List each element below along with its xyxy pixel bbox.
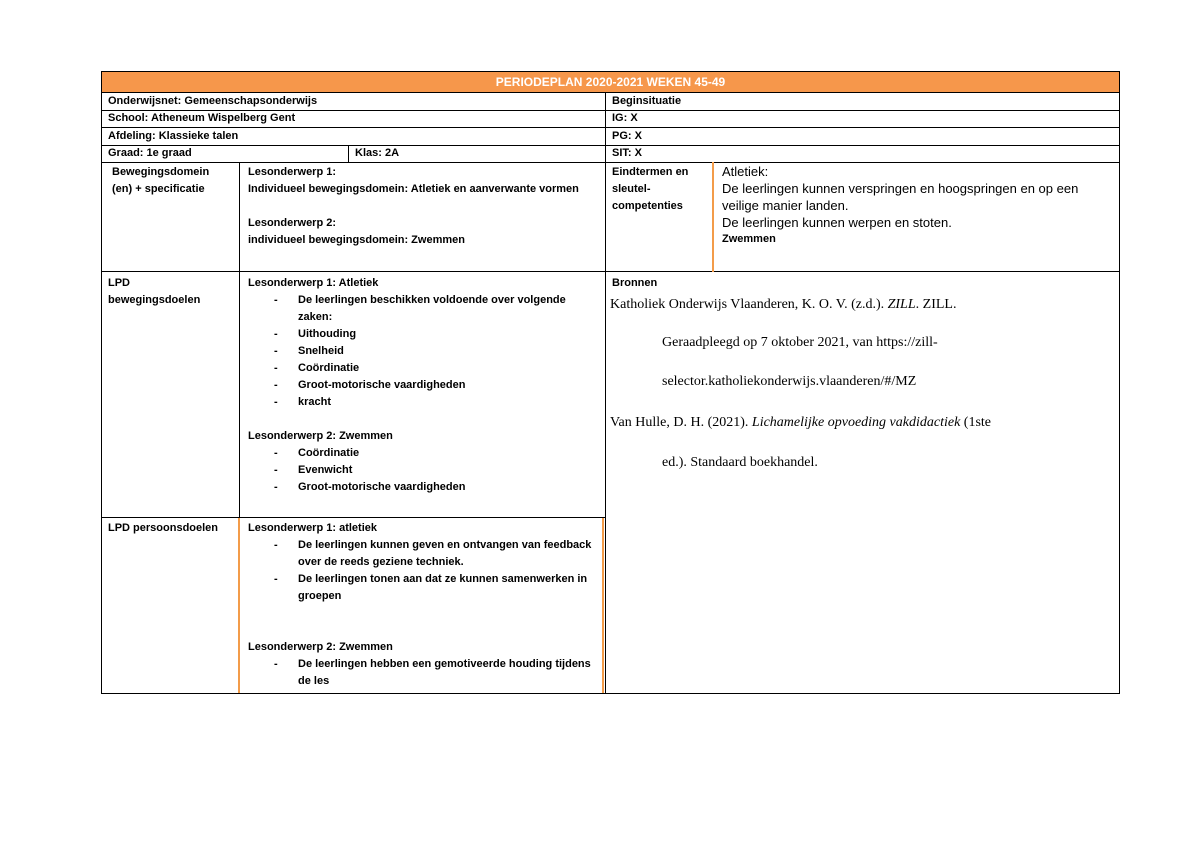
eindtermen-heading: Atletiek:: [722, 164, 769, 179]
list-item: - Evenwicht: [248, 462, 593, 479]
eindtermen-line2: De leerlingen kunnen werpen en stoten.: [722, 215, 952, 230]
reference-1: Katholiek Onderwijs Vlaanderen, K. O. V. (z.d.). ZILL. ZILL.: [610, 297, 957, 312]
bewegingsdomein-label: Bewegingsdomein (en) + specificatie: [112, 166, 210, 195]
eindtermen-line1: De leerlingen kunnen verspringen en hoogspringen en op een veilige manier landen.: [722, 181, 1079, 213]
list-item: - Groot-motorische vaardigheden: [248, 377, 593, 394]
pg-label: PG: X: [612, 130, 642, 142]
persoon-les2-title: Lesonderwerp 2: Zwemmen: [248, 641, 393, 653]
list-item: - De leerlingen beschikken voldoende over volgende zaken:: [248, 292, 593, 326]
eindtermen-content: [722, 163, 1112, 248]
page-title: PERIODEPLAN 2020-2021 WEKEN 45-49: [102, 72, 1119, 92]
list-item: - Coördinatie: [248, 445, 593, 462]
list-item: - kracht: [248, 394, 593, 411]
sit-label: SIT: X: [612, 147, 642, 159]
lesonderwerp1-title: Lesonderwerp 1:: [248, 166, 337, 178]
lpd-les1-title: Lesonderwerp 1: Atletiek: [248, 277, 379, 289]
bewegingsdomein-content: [248, 164, 598, 249]
lpd-persoonsdoelen-content: [248, 520, 593, 690]
bronnen-label: Bronnen: [612, 277, 658, 289]
eindtermen-zwemmen: Zwemmen: [722, 233, 776, 245]
list-item: - Snelheid: [248, 343, 593, 360]
school-label: School: Atheneum Wispelberg Gent: [108, 112, 296, 124]
klas-label: Klas: 2A: [355, 147, 400, 159]
onderwijsnet-label: Onderwijsnet: Gemeenschapsonderwijs: [108, 95, 318, 107]
afdeling-label: Afdeling: Klassieke talen: [108, 130, 239, 142]
list-item: - De leerlingen hebben een gemotiveerde houding tijdens de les: [248, 656, 593, 690]
reference-2-line2: ed.). Standaard boekhandel.: [662, 455, 818, 470]
reference-1-line2: Geraadpleegd op 7 oktober 2021, van https://zill-: [662, 335, 938, 350]
persoon-les1-title: Lesonderwerp 1: atletiek: [248, 522, 377, 534]
lpd-persoonsdoelen-label: LPD persoonsdoelen: [108, 522, 219, 534]
lesonderwerp2-title: Lesonderwerp 2:: [248, 217, 337, 229]
graad-label: Graad: 1e graad: [108, 147, 192, 159]
reference-1-line3: selector.katholiekonderwijs.vlaanderen/#/MZ: [662, 374, 917, 389]
eindtermen-label: Eindtermen en sleutel- competenties: [612, 166, 689, 212]
list-item: - Groot-motorische vaardigheden: [248, 479, 593, 496]
lpd-bewegingsdoelen-content: [248, 275, 593, 496]
ig-label: IG: X: [612, 112, 638, 124]
beginsituatie-label: Beginsituatie: [612, 95, 682, 107]
lesonderwerp1-text: Individueel bewegingsdomein: Atletiek en aanverwante vormen: [248, 183, 579, 195]
lpd-les2-title: Lesonderwerp 2: Zwemmen: [248, 430, 393, 442]
reference-2: Van Hulle, D. H. (2021). Lichamelijke opvoeding vakdidactiek (1ste: [610, 415, 992, 430]
list-item: - Coördinatie: [248, 360, 593, 377]
list-item: - De leerlingen tonen aan dat ze kunnen samenwerken in groepen: [248, 571, 593, 605]
list-item: - De leerlingen kunnen geven en ontvangen van feedback over de reeds geziene techniek.: [248, 537, 593, 571]
list-item: - Uithouding: [248, 326, 593, 343]
lpd-bewegingsdoelen-label: LPD bewegingsdoelen: [108, 277, 201, 306]
lesonderwerp2-text: individueel bewegingsdomein: Zwemmen: [248, 234, 465, 246]
